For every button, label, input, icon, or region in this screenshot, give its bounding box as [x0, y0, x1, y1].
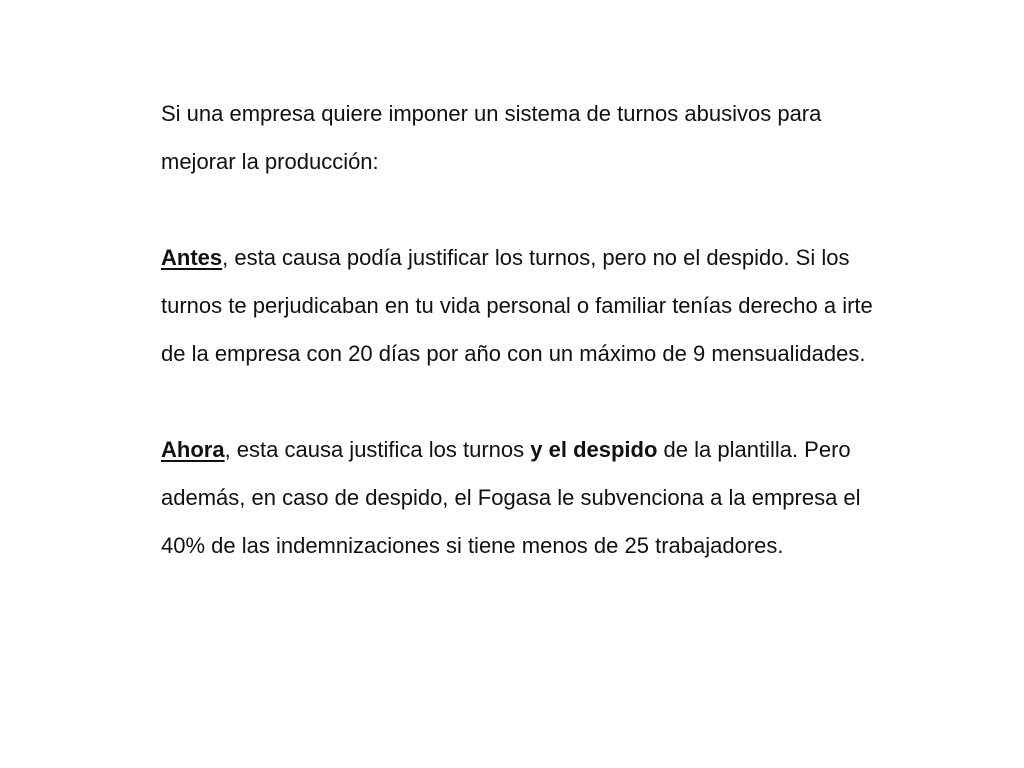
antes-keyword: Antes	[161, 245, 223, 270]
ahora-text-2: de la plantilla. Pero además, en caso de despido, el Fogasa le subvenciona a la empresa el 40% de las indemnizaciones si tiene menos de 25 trabajadores.	[161, 437, 861, 558]
ahora-keyword: Ahora	[161, 437, 225, 462]
ahora-emphasis: y el despido	[530, 437, 658, 462]
ahora-paragraph	[161, 426, 881, 570]
ahora-text-1: , esta causa justifica los turnos	[224, 437, 531, 462]
intro-text: Si una empresa quiere imponer un sistema de turnos abusivos para mejorar la producción:	[161, 101, 822, 174]
antes-text: , esta causa podía justificar los turnos, pero no el despido. Si los turnos te perjudicaban en tu vida personal o familiar tenías derecho a irte de la empresa con 20 días por año con un máximo de 9 mensualidades.	[161, 245, 873, 366]
intro-paragraph	[161, 90, 881, 186]
antes-paragraph	[161, 234, 881, 378]
slide-content	[161, 90, 881, 570]
